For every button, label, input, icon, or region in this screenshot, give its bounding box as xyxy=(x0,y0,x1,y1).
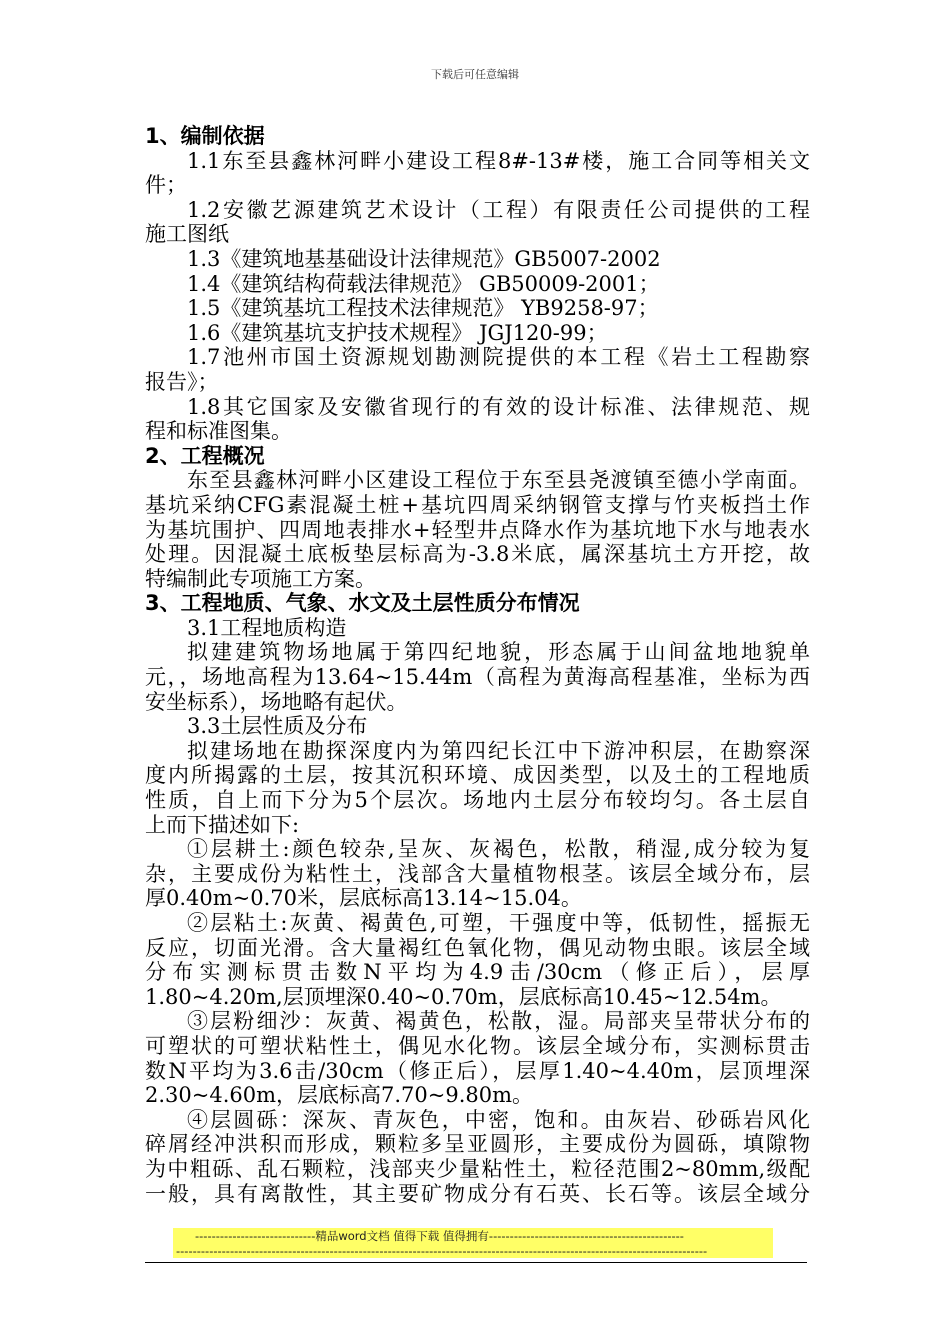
text-line: ②层粘土:灰黄、褐黄色,可塑，干强度中等，低韧性，摇振无 xyxy=(187,911,810,935)
text-line: 碎屑经冲洪积而形成，颗粒多呈亚圆形，主要成份为圆砾，填隙物 xyxy=(145,1132,810,1157)
text-line: 度内所揭露的土层，按其沉积环境、成因类型，以及土的工程地质 xyxy=(145,763,810,788)
text-line: 程和标准图集。 xyxy=(145,419,292,444)
text-line: 施工图纸 xyxy=(145,222,229,247)
document-body xyxy=(145,124,810,1206)
text-line: 反应，切面光滑。含大量褐红色氧化物，偶见动物虫眼。该层全域 xyxy=(145,935,810,960)
text-line: 2.30~4.60m，层底标高7.70~9.80m。 xyxy=(145,1083,534,1108)
text-line: ③层粉细沙：灰黄、褐黄色，松散，湿。局部夹呈带状分布的 xyxy=(187,1009,810,1034)
text-line: 拟建场地在勘探深度内为第四纪长江中下游冲积层，在勘察深 xyxy=(187,738,810,763)
text-line: 一般，具有离散性，其主要矿物成分有石英、长石等。该层全域分 xyxy=(145,1181,810,1206)
text-line: 为中粗砾、乱石颗粒，浅部夹少量粘性土，粒径范围2~80mm,级配 xyxy=(145,1156,810,1181)
text-line: 件； xyxy=(145,173,187,198)
text-line: 1.4《建筑结构荷载法律规范》 GB50009-2001； xyxy=(187,271,660,296)
text-line: 1.2安徽艺源建筑艺术设计（工程）有限责任公司提供的工程 xyxy=(187,197,810,222)
text-line: 1.6《建筑基坑支护技术规程》 JGJ120-99； xyxy=(187,320,608,345)
text-line: 性质，自上而下分为5个层次。场地内土层分布较均匀。各土层自 xyxy=(145,788,810,813)
text-line: 处理。因混凝土底板垫层标高为-3.8米底，属深基坑土方开挖，故 xyxy=(145,542,810,567)
text-line: 1.80~4.20m,层顶埋深0.40~0.70m，层底标高10.45~12.54m。 xyxy=(145,984,782,1009)
text-line: 1.3《建筑地基基础设计法律规范》GB5007-2002 xyxy=(187,246,661,271)
text-line: 为基坑围护、四周地表排水+轻型井点降水作为基坑地下水与地表水 xyxy=(145,517,810,542)
text-line: 基坑采纳CFG素混凝土桩+基坑四周采纳钢管支撑与竹夹板挡土作 xyxy=(145,492,810,517)
text-line: 3.1工程地质构造 xyxy=(187,615,347,640)
text-line: 1.5《建筑基坑工程技术法律规范》 YB9258-97； xyxy=(187,296,659,321)
text-line: ①层耕土:颜色较杂,呈灰、灰褐色，松散，稍湿,成分较为复 xyxy=(187,837,810,862)
footer-dashed-line: -------------------------------------------------------------------------------------------------------------------------------- xyxy=(176,1244,708,1258)
text-line: 安坐标系），场地略有起伏。 xyxy=(145,689,408,714)
text-line: ④层圆砾：深灰、青灰色，中密，饱和。由灰岩、砂砾岩风化 xyxy=(187,1107,810,1132)
text-line: 杂，主要成份为粘性土，浅部含大量植物根茎。该层全域分布，层 xyxy=(145,861,810,886)
section-heading: 3、工程地质、气象、水文及土层性质分布情况 xyxy=(145,591,580,616)
text-line: 厚0.40m~0.70米，层底标高13.14~15.04。 xyxy=(145,886,582,911)
text-line: 可塑状的可塑状粘性土，偶见水化物。该层全域分布，实测标贯击 xyxy=(145,1033,810,1058)
text-line: 3.3土层性质及分布 xyxy=(187,714,368,739)
section-heading: 1、编制依据 xyxy=(145,124,265,148)
text-line: 东至县鑫林河畔小区建设工程位于东至县尧渡镇至德小学南面。 xyxy=(187,468,810,493)
text-line: 报告》； xyxy=(145,369,219,394)
text-line: 上而下描述如下: xyxy=(145,812,300,837)
page-header-note: 下载后可任意编辑 xyxy=(431,68,519,81)
text-line: 特编制此专项施工方案。 xyxy=(145,566,376,591)
text-line: 1.7池州市国土资源规划勘测院提供的本工程《岩土工程勘察 xyxy=(187,345,810,370)
text-line: 拟建建筑物场地属于第四纪地貌，形态属于山间盆地地貌单 xyxy=(187,640,810,665)
footer-banner-text: -----------------------------精品word文档 值得下载 值得拥有----------------------------------------------- xyxy=(195,1229,684,1243)
text-line: 1.1东至县鑫林河畔小建设工程8#-13#楼，施工合同等相关文 xyxy=(187,148,810,173)
text-line: 元，，场地高程为13.64~15.44m（高程为黄海高程基准，坐标为西 xyxy=(145,665,810,690)
text-line: 1.8其它国家及安徽省现行的有效的设计标准、法律规范、规 xyxy=(187,394,810,419)
text-line: 分布实测标贯击数N平均为4.9击/30cm（修正后），层厚 xyxy=(145,960,810,985)
section-heading: 2、工程概况 xyxy=(145,443,265,468)
bottom-rule xyxy=(145,1262,807,1263)
text-line: 数N平均为3.6击/30cm（修正后），层厚1.40~4.40m，层顶埋深 xyxy=(145,1058,810,1083)
